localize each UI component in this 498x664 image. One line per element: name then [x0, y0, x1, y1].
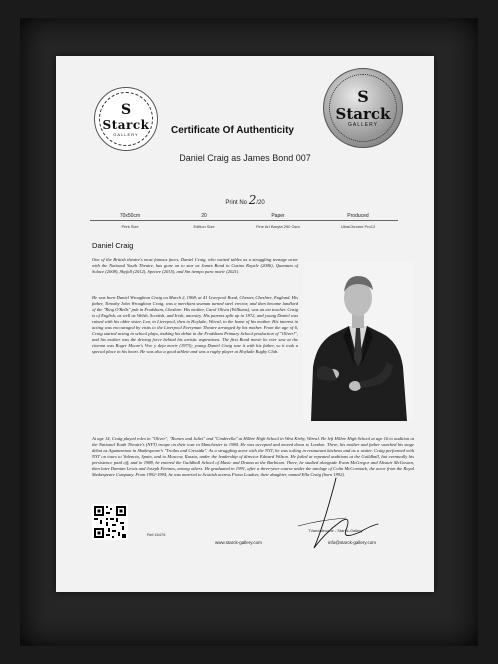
spec-print-size — [90, 213, 170, 229]
print-number — [56, 193, 434, 207]
spec-value: 20 — [164, 213, 244, 221]
print-number-total: /20 — [256, 200, 265, 206]
bio-paragraph-3: At age 14, Craig played roles in "Oliver", "Romeo and Juliet" and "Cinderella" at Hilbre High School in West Kirby, Wirral. He left Hilbre High School at age 16 to audition at the National Youth Theatre's (NYT) troupe on their tour in Manchester in 1984. He was accepted and moved down to London. There, his mother and father watched his stage debut as Agamemnon in Shakespeare's "Troilus and Cressida". As a struggling actor with the NYT, he was toiling in restaurant kitchens and as a waiter. Craig performed with NYT on tours to Valencia, Spain, and to Moscow, Russia, under the leadership of director Edward Wilson. He failed at repeated auditions at the Guildhall, but eventually his persistence paid off, and in 1988, he entered the Guildhall School of Music and Drama at the Barbican. There, he studied alongside Ewan McGregor and Alistair McGowan, then later Damian Lewis and Joseph Fiennes, among others. He graduated in 1991, after a three-year course under the tutelage of Colin McCormack, the actor from the Royal Shakespeare Company. From 1992-1994, he was married to Scottish actress Fiona Loudon; their daughter, named Ella Craig (born 1992). — [92, 436, 414, 477]
spec-label: Fine Art Baryta 290 Gsm — [256, 224, 300, 229]
certificate-paper — [56, 56, 434, 592]
seal-tag: GALLERY — [113, 132, 139, 137]
qr-code — [92, 504, 128, 540]
seal-brand: Starck — [102, 118, 150, 132]
seal-tag: GALLERY — [348, 122, 378, 128]
spec-label: Print Size — [121, 224, 139, 229]
authority-name: TVandaleoone - Starck-Gallery — [308, 528, 363, 533]
seal-initial: S — [120, 102, 132, 118]
seal-initial: S — [357, 87, 369, 106]
email-link[interactable]: info@starck-gallery.com — [328, 540, 376, 545]
starck-gallery-seal-left — [94, 87, 158, 151]
spec-edition-size — [164, 213, 244, 229]
print-number-prefix: Print No — [225, 200, 248, 206]
spec-produced — [318, 213, 398, 229]
spec-label: Edition Size — [193, 224, 215, 229]
bio-paragraph-2: He was born Daniel Wroughton Craig on March 2, 1968, at 41 Liverpool Road, Chester, Cheshire, England. His father, Timothy John Wroughton Craig, was a merchant seaman turned steel erector, and then became landlord of the "Ring O'Bells" pub in Frodsham, Cheshire. His mother, Carol Olivia (Williams), was an art teacher. Craig is of English, as well as Welsh, Scottish, and Irish, ancestry. His parents split up in 1972, and young Daniel was raised with his older sister, Lea, in Liverpool, then in Hoylake, Wirral, in the home of his mother. His interest in acting was encouraged by visits to the Liverpool Everyman Theatre arranged by his mother. From the age of 6, Craig started acting in school plays, making his debut in the Frodsham Primary School production of "Oliver!", and his mother was the driving force behind his artistic aspirations. The first Bond movie he ever saw at the cinema was Roger Moore's Vive y deja morir (1973); young Daniel Craig saw it with his father, so it took a special place in his heart. He was also a good athlete and was a rugby player at Hoylake Rugby Club. — [92, 295, 298, 354]
seal-brand: Starck — [335, 105, 391, 123]
spec-label: UltraChrome Pro12 — [340, 224, 376, 229]
website-link[interactable]: www.starck-gallery.com — [215, 540, 262, 545]
bio-paragraph-1: One of the British theatre's most famous faces, Daniel Craig, who waited tables as a struggling teenage actor with the National Youth Theatre, has gone on to star as James Bond in Casino Royale (2006), Quantum of Solace (2008), Skyfall (2012), Spectre (2015), and Sin tiempo para morir (2021). — [92, 257, 298, 274]
print-number-value: 2 — [248, 193, 257, 207]
certificate-title: Certificate Of Authenticity — [171, 125, 294, 136]
spec-value: 70x50cm — [90, 213, 170, 221]
spec-value: Paper — [238, 213, 318, 221]
certificate-subtitle: Daniel Craig as James Bond 007 — [179, 153, 311, 163]
reference-number: Ref:16476 — [147, 532, 166, 537]
portrait-photo — [303, 262, 413, 421]
signature — [274, 474, 394, 554]
starck-gallery-hologram-seal — [323, 68, 403, 148]
spec-paper — [238, 213, 318, 229]
bio-name: Daniel Craig — [92, 241, 134, 250]
spec-value: Produced — [318, 213, 398, 221]
